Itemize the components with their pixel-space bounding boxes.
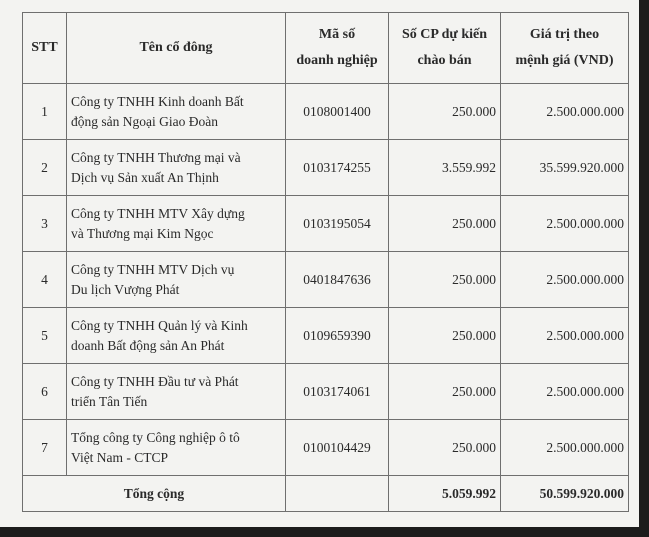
row-stt: 3 [23,196,67,252]
header-value-line1: Giá trị theo [529,27,600,42]
header-shares [389,13,501,84]
header-value-line2: mệnh giá (VND) [515,53,614,68]
header-code-line1: Mã số [318,27,356,42]
row-stt: 2 [23,140,67,196]
row-shares: 250.000 [389,420,501,476]
row-name-line2: doanh Bất động sản An Phát [71,337,225,353]
row-value: 2.500.000.000 [501,364,629,420]
row-shares: 250.000 [389,196,501,252]
row-name [67,196,286,252]
row-code: 0103195054 [286,196,389,252]
row-name-line2: Du lịch Vượng Phát [71,281,180,297]
table-row [23,140,629,196]
header-row [23,13,629,84]
row-stt: 4 [23,252,67,308]
row-shares: 3.559.992 [389,140,501,196]
row-name-line2: và Thương mại Kim Ngọc [71,225,214,241]
row-name-line1: Công ty TNHH Kinh doanh Bất [71,93,244,109]
row-name [67,252,286,308]
row-name-line2: Dịch vụ Sản xuất An Thịnh [71,169,219,185]
row-value: 35.599.920.000 [501,140,629,196]
row-shares: 250.000 [389,84,501,140]
total-value: 50.599.920.000 [501,476,629,512]
row-value: 2.500.000.000 [501,196,629,252]
header-shares-line2: chào bán [417,53,472,68]
row-stt: 5 [23,308,67,364]
row-code: 0103174061 [286,364,389,420]
row-name-line1: Công ty TNHH Đầu tư và Phát [71,373,239,389]
row-name-line2: động sản Ngoại Giao Đoàn [71,113,218,129]
row-shares: 250.000 [389,252,501,308]
row-name-line2: triển Tân Tiến [71,393,148,409]
table-header [23,13,629,84]
shareholders-table [22,12,629,512]
row-code: 0401847636 [286,252,389,308]
row-name-line2: Việt Nam - CTCP [71,449,169,465]
header-shares-line1: Số CP dự kiến [401,27,488,42]
header-code-line2: doanh nghiệp [296,53,378,68]
header-value [501,13,629,84]
table-row [23,364,629,420]
total-label: Tổng cộng [23,476,286,512]
row-value: 2.500.000.000 [501,420,629,476]
row-name-line1: Công ty TNHH Quản lý và Kinh [71,317,248,333]
table-footer [23,476,629,512]
row-shares: 250.000 [389,308,501,364]
total-row [23,476,629,512]
row-shares: 250.000 [389,364,501,420]
row-stt: 6 [23,364,67,420]
header-name: Tên cổ đông [67,13,286,84]
row-name-line1: Tổng công ty Công nghiệp ô tô [71,429,240,445]
header-code [286,13,389,84]
table-row [23,196,629,252]
table-row [23,84,629,140]
row-name [67,364,286,420]
row-name-line1: Công ty TNHH MTV Xây dựng [71,205,245,221]
row-name-line1: Công ty TNHH MTV Dịch vụ [71,261,235,277]
total-shares: 5.059.992 [389,476,501,512]
row-code: 0103174255 [286,140,389,196]
table-row [23,308,629,364]
row-code: 0108001400 [286,84,389,140]
row-value: 2.500.000.000 [501,252,629,308]
row-name [67,308,286,364]
row-code: 0100104429 [286,420,389,476]
row-name [67,140,286,196]
table-body [23,84,629,476]
table-row [23,252,629,308]
row-code: 0109659390 [286,308,389,364]
row-stt: 7 [23,420,67,476]
row-value: 2.500.000.000 [501,84,629,140]
table-row [23,420,629,476]
row-stt: 1 [23,84,67,140]
row-name [67,420,286,476]
header-stt: STT [23,13,67,84]
row-name [67,84,286,140]
total-code-empty [286,476,389,512]
row-name-line1: Công ty TNHH Thương mại và [71,149,241,165]
row-value: 2.500.000.000 [501,308,629,364]
